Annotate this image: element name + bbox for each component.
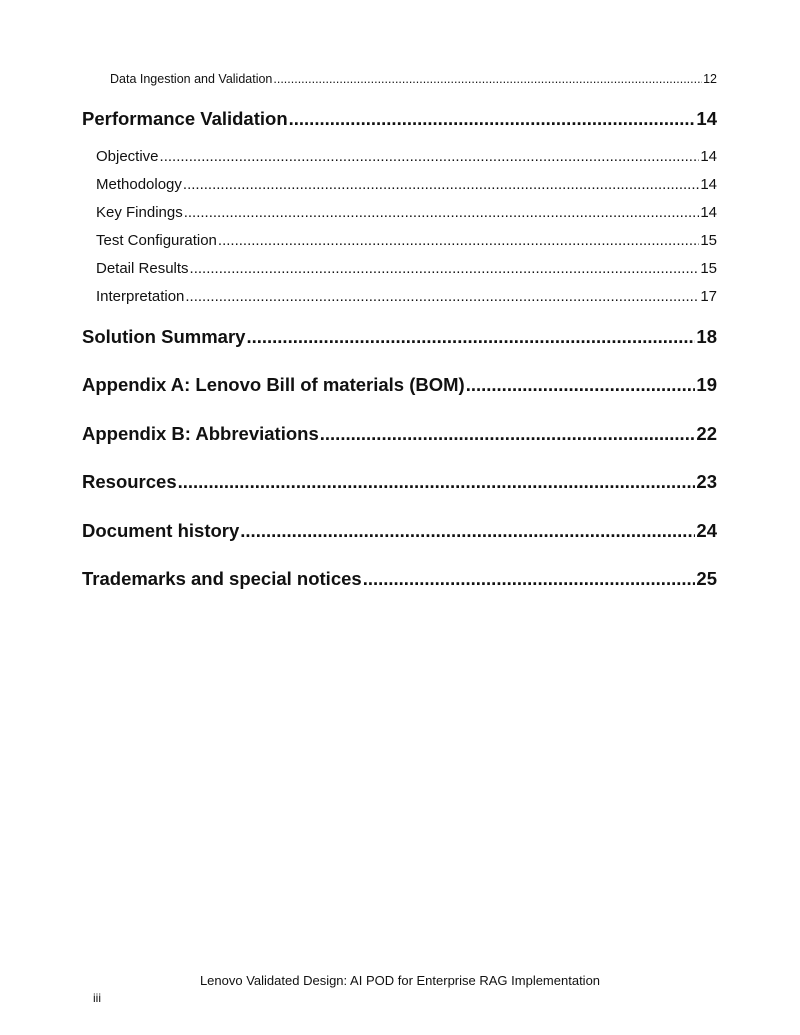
toc-entry-page: 19 — [696, 374, 717, 395]
dot-leader — [160, 148, 700, 165]
toc-entry-methodology[interactable] — [96, 176, 717, 193]
toc-entry-page: 18 — [696, 326, 717, 347]
toc-entry-label: Interpretation — [96, 288, 185, 305]
toc-entry-trademarks[interactable] — [82, 568, 717, 590]
toc-entry-label: Appendix B: Abbreviations — [82, 423, 319, 444]
toc-entry-test-configuration[interactable] — [96, 232, 717, 249]
toc-entry-page: 23 — [696, 471, 717, 492]
toc-entry-objective[interactable] — [96, 148, 717, 165]
toc-entry-page: 14 — [696, 108, 717, 129]
toc-entry-label: Key Findings — [96, 204, 183, 221]
dot-leader — [246, 326, 695, 348]
footer-document-title: Lenovo Validated Design: AI POD for Enterprise RAG Implementation — [199, 973, 601, 988]
toc-entry-label: Trademarks and special notices — [82, 568, 362, 589]
dot-leader — [184, 204, 700, 221]
toc-entry-performance-validation[interactable] — [82, 108, 717, 130]
dot-leader — [363, 568, 696, 590]
dot-leader — [289, 108, 696, 130]
toc-entry-label: Methodology — [96, 176, 182, 193]
dot-leader — [466, 374, 696, 396]
toc-entry-page: 14 — [700, 176, 717, 193]
toc-entry-label: Appendix A: Lenovo Bill of materials (BOM) — [82, 374, 465, 395]
dot-leader — [183, 176, 699, 193]
dot-leader — [185, 288, 699, 305]
dot-leader — [240, 520, 695, 542]
toc-entry-page: 14 — [700, 204, 717, 221]
toc-entry-key-findings[interactable] — [96, 204, 717, 221]
toc-entry-appendix-b[interactable] — [82, 423, 717, 445]
toc-entry-label: Resources — [82, 471, 177, 492]
dot-leader — [273, 72, 702, 86]
toc-entry-label: Document history — [82, 520, 240, 541]
toc-entry-document-history[interactable] — [82, 520, 717, 542]
toc-entry-interpretation[interactable] — [96, 288, 717, 305]
dot-leader — [190, 260, 700, 277]
toc-entry-page: 22 — [696, 423, 717, 444]
footer-page-number: iii — [93, 991, 101, 1005]
toc-entry-label: Detail Results — [96, 260, 189, 277]
toc-entry-resources[interactable] — [82, 471, 717, 493]
toc-entry-data-ingestion[interactable] — [110, 72, 717, 86]
toc-entry-page: 12 — [703, 72, 717, 86]
dot-leader — [218, 232, 699, 249]
dot-leader — [320, 423, 696, 445]
toc-entry-label: Objective — [96, 148, 159, 165]
toc-entry-page: 15 — [700, 232, 717, 249]
toc-entry-page: 17 — [700, 288, 717, 305]
toc-entry-label: Performance Validation — [82, 108, 288, 129]
toc-entry-label: Test Configuration — [96, 232, 217, 249]
toc-entry-page: 14 — [700, 148, 717, 165]
toc-entry-solution-summary[interactable] — [82, 326, 717, 348]
toc-entry-page: 25 — [696, 568, 717, 589]
toc-entry-page: 15 — [700, 260, 717, 277]
toc-entry-appendix-a[interactable] — [82, 374, 717, 396]
toc-entry-detail-results[interactable] — [96, 260, 717, 277]
toc-entry-label: Data Ingestion and Validation — [110, 72, 273, 86]
toc-entry-label: Solution Summary — [82, 326, 246, 347]
dot-leader — [178, 471, 696, 493]
toc-entry-page: 24 — [696, 520, 717, 541]
